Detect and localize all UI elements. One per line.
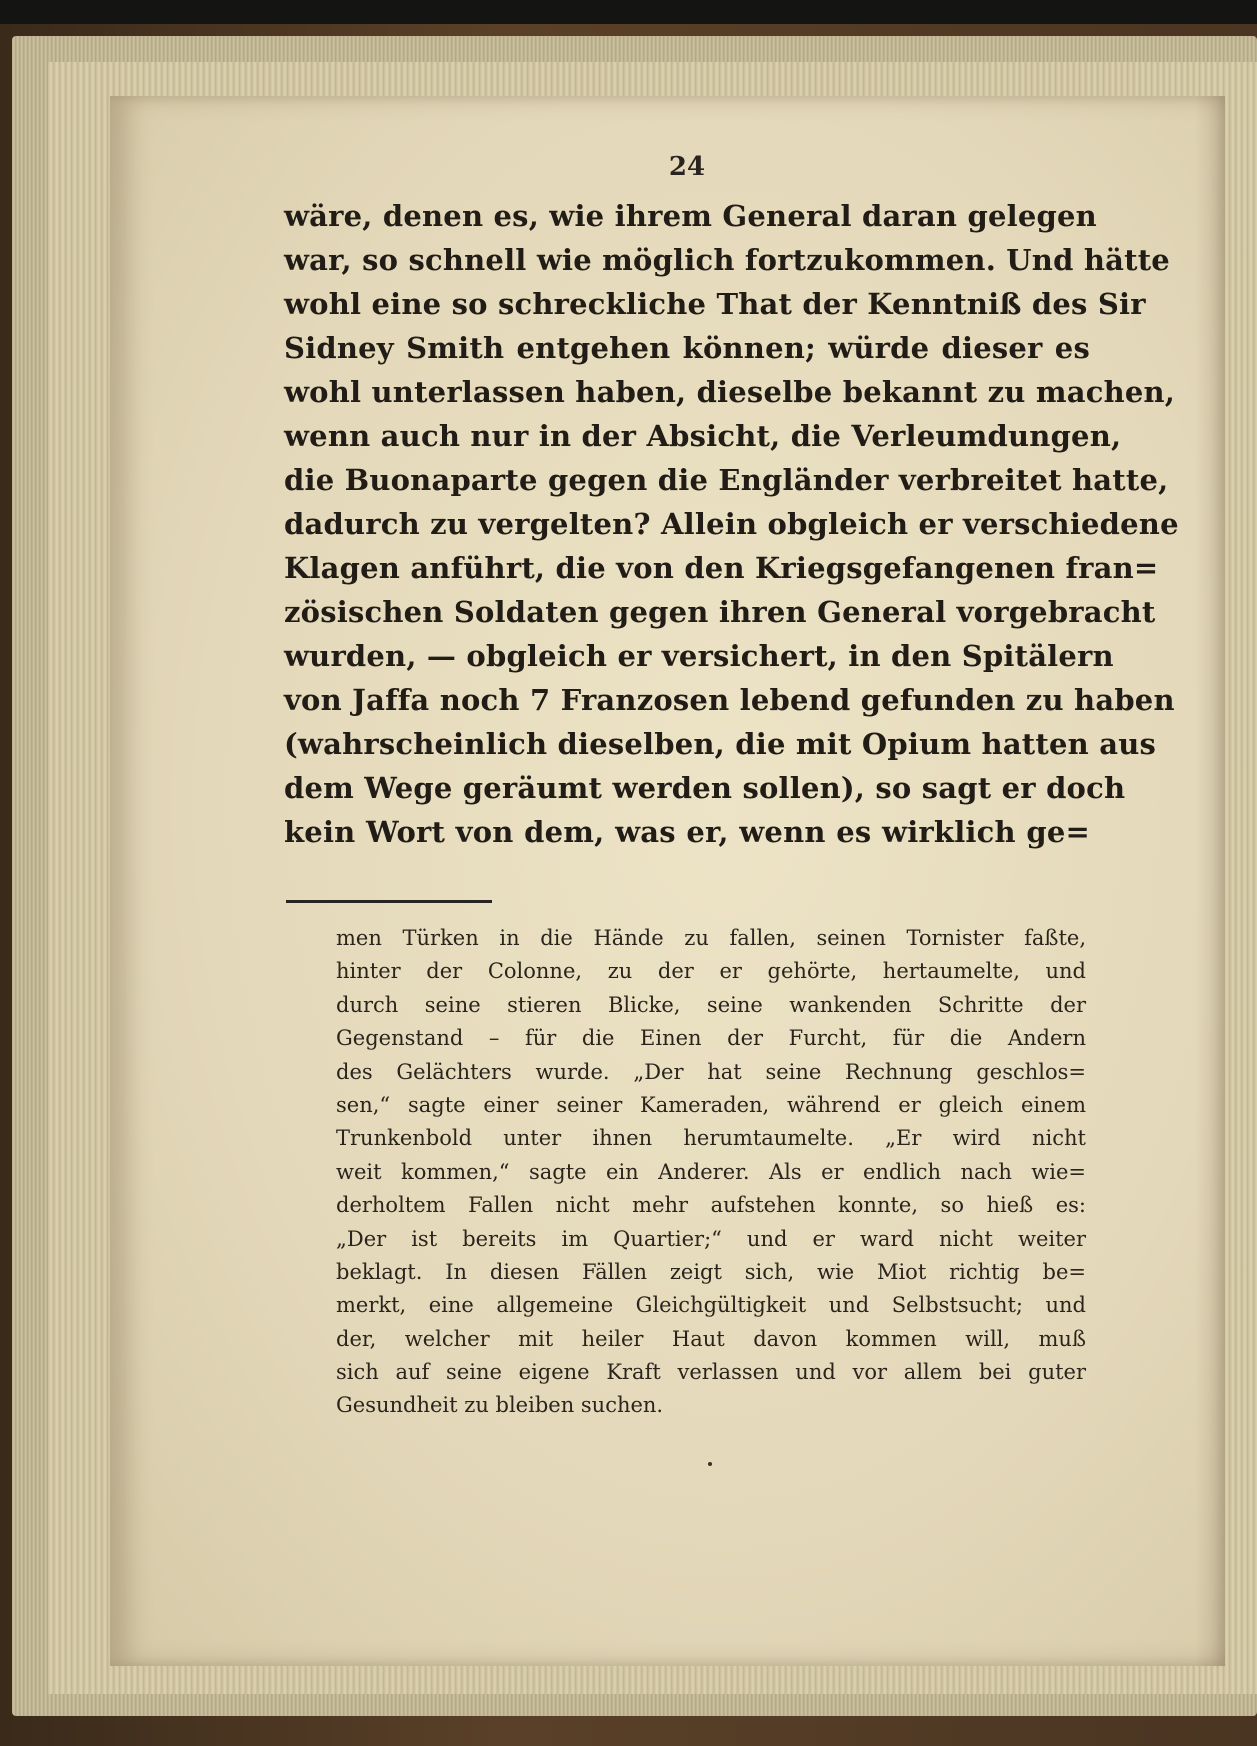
main-text-line: (wahrscheinlich dieselben, die mit Opium hatten aus bbox=[284, 727, 1157, 761]
main-text-line: wohl unterlassen haben, dieselbe bekannt zu machen, bbox=[284, 375, 1176, 409]
main-text-line: dadurch zu vergelten? Allein obgleich er verschiedene bbox=[284, 507, 1179, 541]
footnote-divider bbox=[286, 900, 492, 903]
main-text-line: wäre, denen es, wie ihrem General daran gelegen bbox=[284, 199, 1097, 233]
main-text-line: wenn auch nur in der Absicht, die Verleumdungen, bbox=[284, 419, 1122, 453]
footnote-line: des Gelächters wurde. „Der hat seine Rechnung geschlos= bbox=[336, 1059, 1086, 1084]
main-text-line: die Buonaparte gegen die Engländer verbreitet hatte, bbox=[284, 463, 1169, 497]
footnote-line: der, welcher mit heiler Haut davon kommen will, muß bbox=[336, 1326, 1086, 1351]
footnote-line: weit kommen,“ sagte ein Anderer. Als er endlich nach wie= bbox=[336, 1159, 1086, 1184]
footnote-line: men Türken in die Hände zu fallen, seinen Tornister faßte, bbox=[336, 926, 1086, 950]
ink-spot bbox=[708, 1462, 712, 1466]
footnote-line: hinter der Colonne, zu der er gehörte, hertaumelte, und bbox=[336, 959, 1086, 984]
main-text-block bbox=[284, 194, 1179, 854]
footnote-line: durch seine stieren Blicke, seine wankenden Schritte der bbox=[336, 992, 1086, 1017]
main-text-line: von Jaffa noch 7 Franzosen lebend gefunden zu haben bbox=[284, 683, 1175, 717]
main-text-line: wohl eine so schreckliche That der Kenntniß des Sir bbox=[284, 287, 1146, 321]
footnote-line: Trunkenbold unter ihnen herumtaumelte. „Er wird nicht bbox=[336, 1126, 1086, 1151]
main-text-line: zösischen Soldaten gegen ihren General vorgebracht bbox=[284, 595, 1156, 629]
footnote-line: beklagt. In diesen Fällen zeigt sich, wie Miot richtig be= bbox=[336, 1259, 1086, 1284]
book-page bbox=[110, 96, 1225, 1666]
main-text-line: Sidney Smith entgehen können; würde dieser es bbox=[284, 331, 1090, 365]
page-number: 24 bbox=[668, 152, 706, 182]
main-text-line: wurden, — obgleich er versichert, in den Spitälern bbox=[284, 639, 1114, 673]
main-text-line: dem Wege geräumt werden sollen), so sagt er doch bbox=[284, 771, 1126, 805]
footnote-line: Gesundheit zu bleiben suchen. bbox=[336, 1393, 664, 1418]
main-text-line: Klagen anführt, die von den Kriegsgefangenen fran= bbox=[284, 551, 1159, 585]
footnote-line: derholtem Fallen nicht mehr aufstehen konnte, so hieß es: bbox=[336, 1193, 1086, 1218]
footnote-block bbox=[336, 922, 1086, 1423]
footnote-line: sen,“ sagte einer seiner Kameraden, während er gleich einem bbox=[336, 1092, 1086, 1117]
main-text-line: war, so schnell wie möglich fortzukommen. Und hätte bbox=[284, 243, 1170, 277]
footnote-line: sich auf seine eigene Kraft verlassen und vor allem bei guter bbox=[336, 1360, 1086, 1385]
page-gutter-shadow bbox=[1195, 96, 1225, 1666]
footnote-line: Gegenstand – für die Einen der Furcht, für die Andern bbox=[336, 1026, 1086, 1051]
footnote-line: merkt, eine allgemeine Gleichgültigkeit und Selbstsucht; und bbox=[336, 1293, 1086, 1318]
footnote-line: „Der ist bereits im Quartier;“ und er ward nicht weiter bbox=[336, 1226, 1086, 1251]
main-text-line: kein Wort von dem, was er, wenn es wirklich ge= bbox=[284, 815, 1090, 849]
